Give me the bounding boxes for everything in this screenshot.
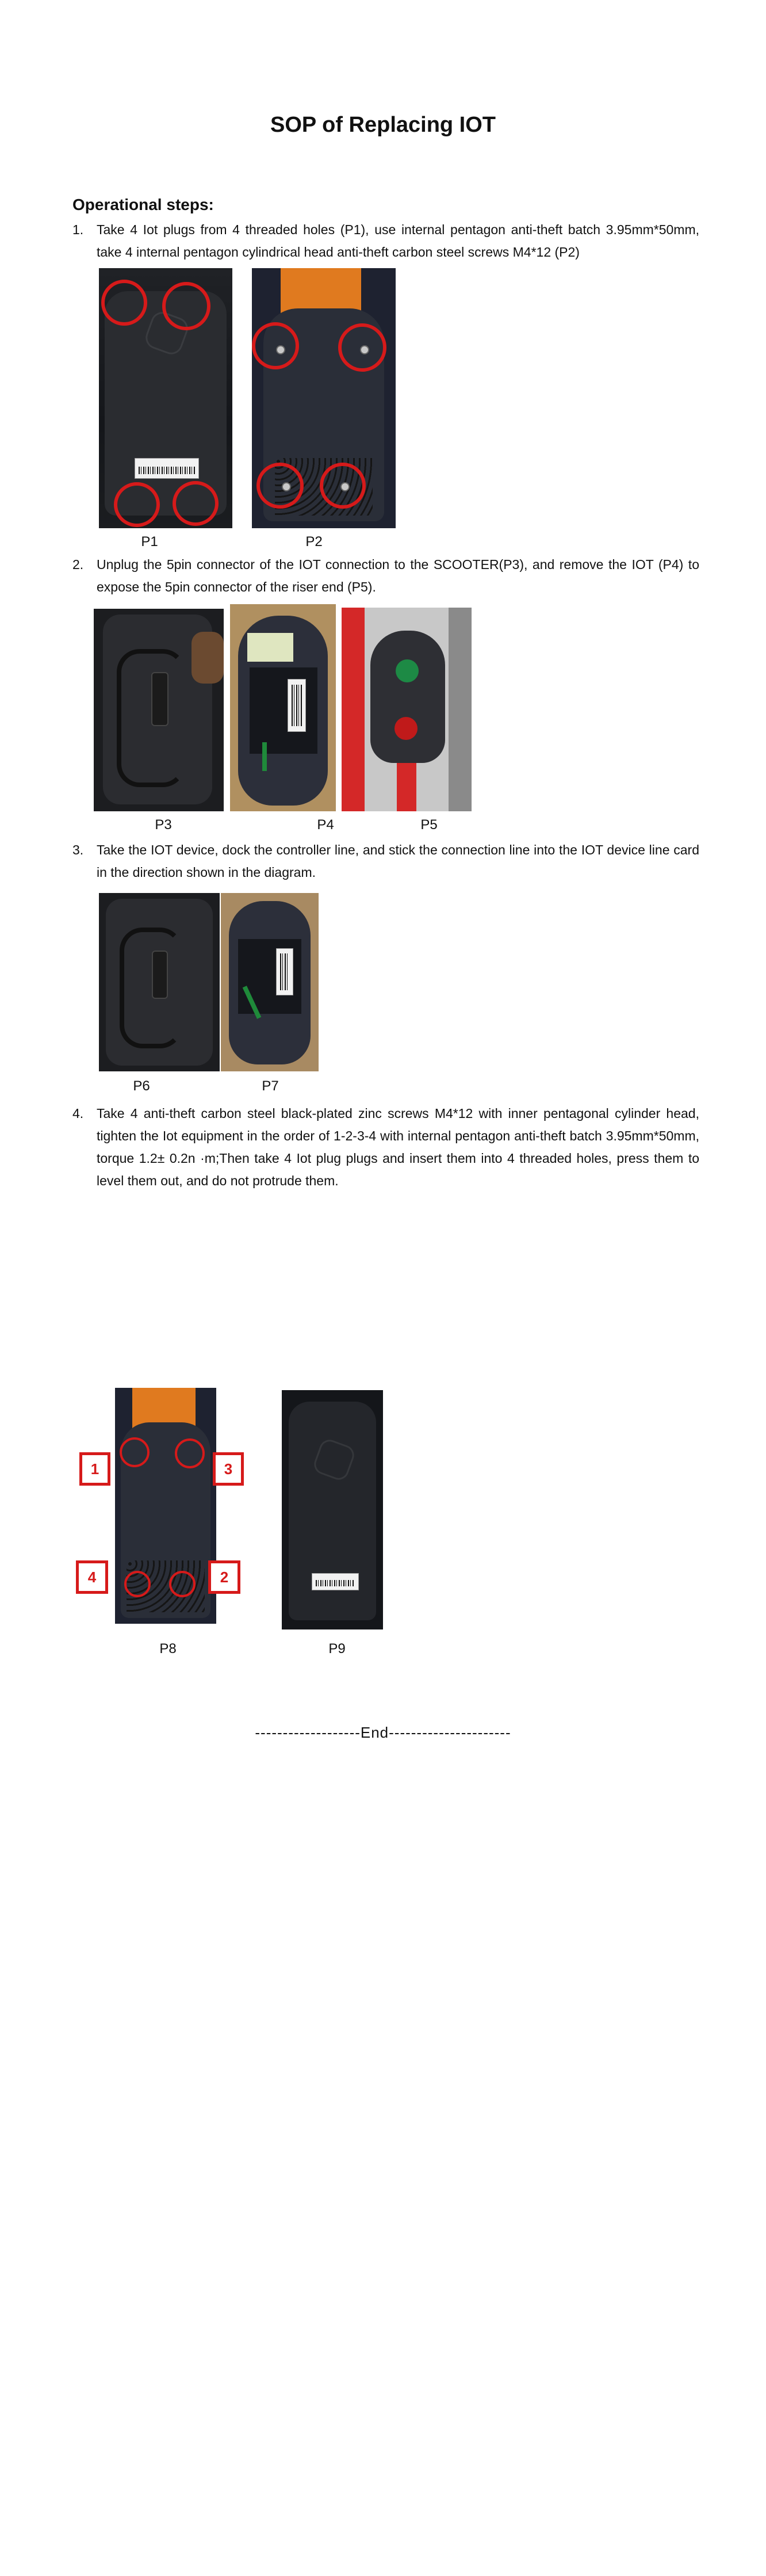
marker-circle [162, 282, 210, 330]
photo-p5 [342, 608, 472, 811]
caption-p1: P1 [141, 534, 158, 549]
step-2 [72, 554, 699, 598]
photo-p4 [230, 604, 336, 811]
marker-circle [169, 1571, 196, 1597]
hand [192, 632, 224, 684]
order-label-2: 2 [208, 1560, 240, 1594]
end-marker: -------------------End---------------------- [255, 1724, 511, 1741]
photo-p2 [252, 268, 396, 528]
marker-circle [173, 481, 219, 526]
photo-p1 [99, 268, 232, 528]
caption-p2: P2 [305, 534, 323, 549]
order-label-3: 3 [213, 1452, 244, 1486]
caption-p5: P5 [420, 817, 438, 833]
photo-p9 [282, 1390, 383, 1629]
orange-part [281, 268, 361, 314]
device-cavity [250, 667, 317, 754]
caption-p7: P7 [262, 1078, 279, 1094]
step-number: 3. [72, 842, 84, 857]
step-3 [72, 839, 699, 884]
caption-p6: P6 [133, 1078, 150, 1094]
step-4 [72, 1102, 699, 1192]
step-text: Take the IOT device, dock the controller line, and stick the connection line into the IOT device line card in the direction shown in the diagram. [97, 842, 699, 880]
barcode-label [276, 948, 293, 995]
figure-p8 [75, 1388, 253, 1625]
green-wire [262, 742, 267, 771]
marker-circle [256, 463, 304, 509]
caption-p8: P8 [159, 1641, 177, 1657]
section-heading: Operational steps: [72, 196, 214, 213]
marker-circle [252, 322, 299, 369]
step-number: 1. [72, 222, 84, 237]
caption-p4: P4 [317, 817, 334, 833]
step-number: 4. [72, 1106, 84, 1121]
photo-p6 [99, 893, 220, 1071]
cable [120, 928, 183, 1048]
marker-circle [120, 1437, 150, 1467]
green-connector [396, 659, 419, 682]
order-label-4: 4 [76, 1560, 108, 1594]
photo-p7 [221, 893, 319, 1071]
caption-p3: P3 [155, 817, 172, 833]
red-pole [397, 763, 416, 811]
step-text: Unplug the 5pin connector of the IOT connection to the SCOOTER(P3), and remove the IOT (P4) to expose the 5pin connector of the riser end (P5). [97, 557, 699, 594]
step-text: Take 4 anti-theft carbon steel black-plated zinc screws M4*12 with inner pentagonal cylinder head, tighten the Iot equipment in the order of 1-2-3-4 with internal pentagon anti-theft batch 3.95mm*50mm, torque 1.2± 0.2n ·m;Then take 4 Iot plug plugs and insert them into 4 threaded holes, press them to level them out, and do not protrude them. [97, 1106, 699, 1188]
step-number: 2. [72, 557, 84, 572]
step-text: Take 4 Iot plugs from 4 threaded holes (P1), use internal pentagon anti-theft batch 3.95mm*50mm, take 4 internal pentagon cylindrical head anti-theft carbon steel screws M4*12 (P2) [97, 222, 699, 259]
connector-5pin [151, 672, 168, 726]
step-1 [72, 219, 699, 264]
barcode-label [312, 1573, 359, 1590]
red-connector [395, 717, 418, 740]
marker-circle [124, 1571, 151, 1597]
red-frame [342, 608, 365, 811]
marker-circle [101, 280, 147, 326]
order-label-1: 1 [79, 1452, 110, 1486]
connector-5pin [152, 951, 168, 999]
marker-circle [175, 1438, 205, 1468]
caption-p9: P9 [328, 1641, 346, 1657]
barcode-label [288, 679, 306, 732]
background-rack [449, 608, 472, 811]
riser-mount [370, 631, 445, 763]
barcode-label [135, 458, 199, 479]
sticker [247, 633, 293, 662]
photo-p3 [94, 609, 224, 811]
photo-p8 [115, 1388, 216, 1624]
marker-circle [320, 463, 366, 509]
marker-circle [338, 323, 386, 372]
document-title: SOP of Replacing IOT [270, 113, 496, 137]
marker-circle [114, 482, 160, 527]
